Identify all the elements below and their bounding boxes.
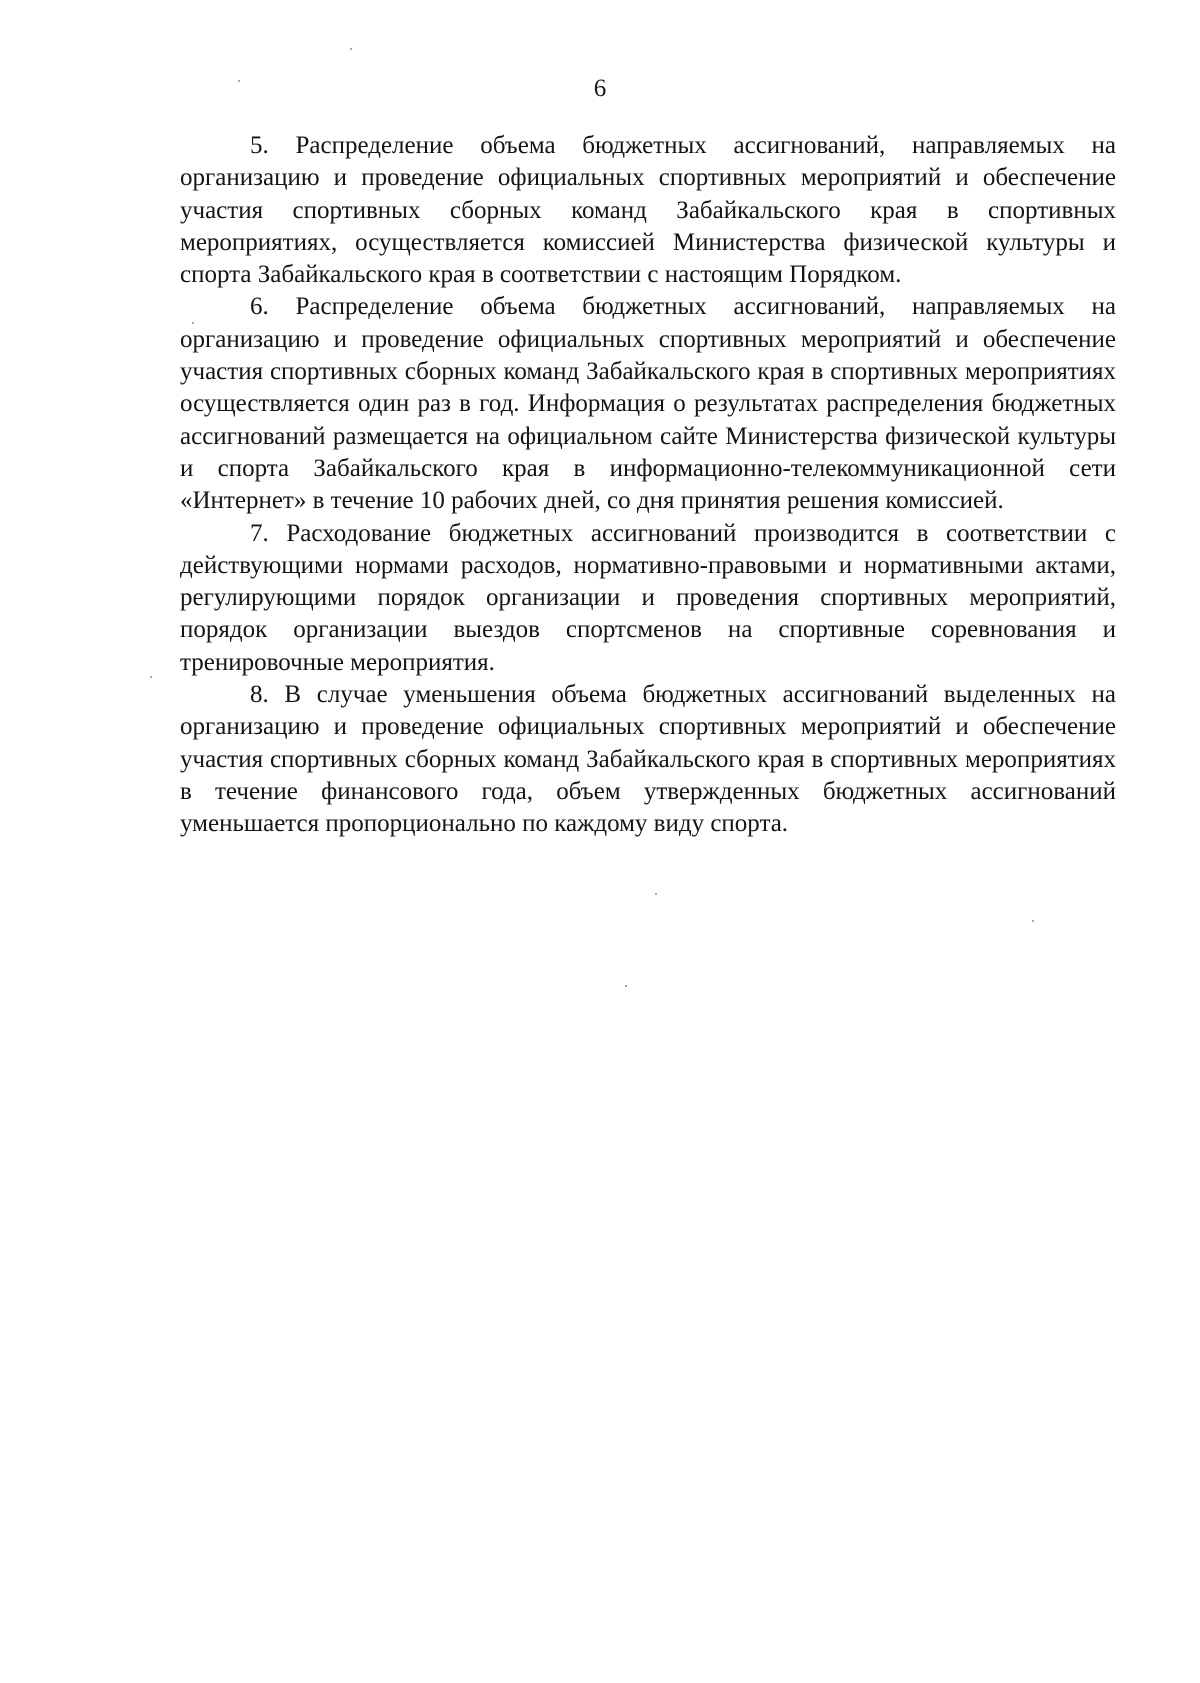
paragraph-7: 7. Расходование бюджетных ассигнований производится в соответствии с действующими нормами расходов, нормативно-правовыми и нормативными актами, регулирующими порядок организации и проведения спортивных мероприятий, порядок организации выездов спортсменов на спортивные соревнования и тренировочные мероприятия.	[180, 519, 1116, 676]
paragraph-6: 6. Распределение объема бюджетных ассигнований, направляемых на организацию и проведение официальных спортивных мероприятий и обеспечение участия спортивных сборных команд Забайкальского края в спортивных мероприятиях осуществляется один раз в год. Информация о результатах распределения бюджетных ассигнований размещается на официальном сайте Министерства физической культуры и спорта Забайкальского края в информационно-телекоммуникационной сети «Интернет» в течение 10 рабочих дней, со дня принятия решения комиссией.	[180, 293, 1116, 515]
page-number: 6	[593, 75, 607, 102]
document-body	[180, 130, 1116, 841]
scan-speck	[655, 893, 657, 895]
scan-speck	[150, 676, 152, 678]
scan-speck	[625, 985, 627, 987]
paragraph-5: 5. Распределение объема бюджетных ассигнований, направляемых на организацию и проведение официальных спортивных мероприятий и обеспечение участия спортивных сборных команд Забайкальского края в спортивных мероприятиях, осуществляется комиссией Министерства физической культуры и спорта Забайкальского края в соответствии с настоящим Порядком.	[180, 132, 1116, 289]
scan-speck	[192, 322, 194, 324]
scan-speck	[350, 48, 352, 50]
scan-speck	[238, 80, 240, 82]
paragraph-8: 8. В случае уменьшения объема бюджетных ассигнований выделенных на организацию и проведение официальных спортивных мероприятий и обеспечение участия спортивных сборных команд Забайкальского края в спортивных мероприятиях в течение финансового года, объем утвержденных бюджетных ассигнований уменьшается пропорционально по каждому виду спорта.	[180, 681, 1116, 838]
scan-speck	[1032, 920, 1034, 922]
